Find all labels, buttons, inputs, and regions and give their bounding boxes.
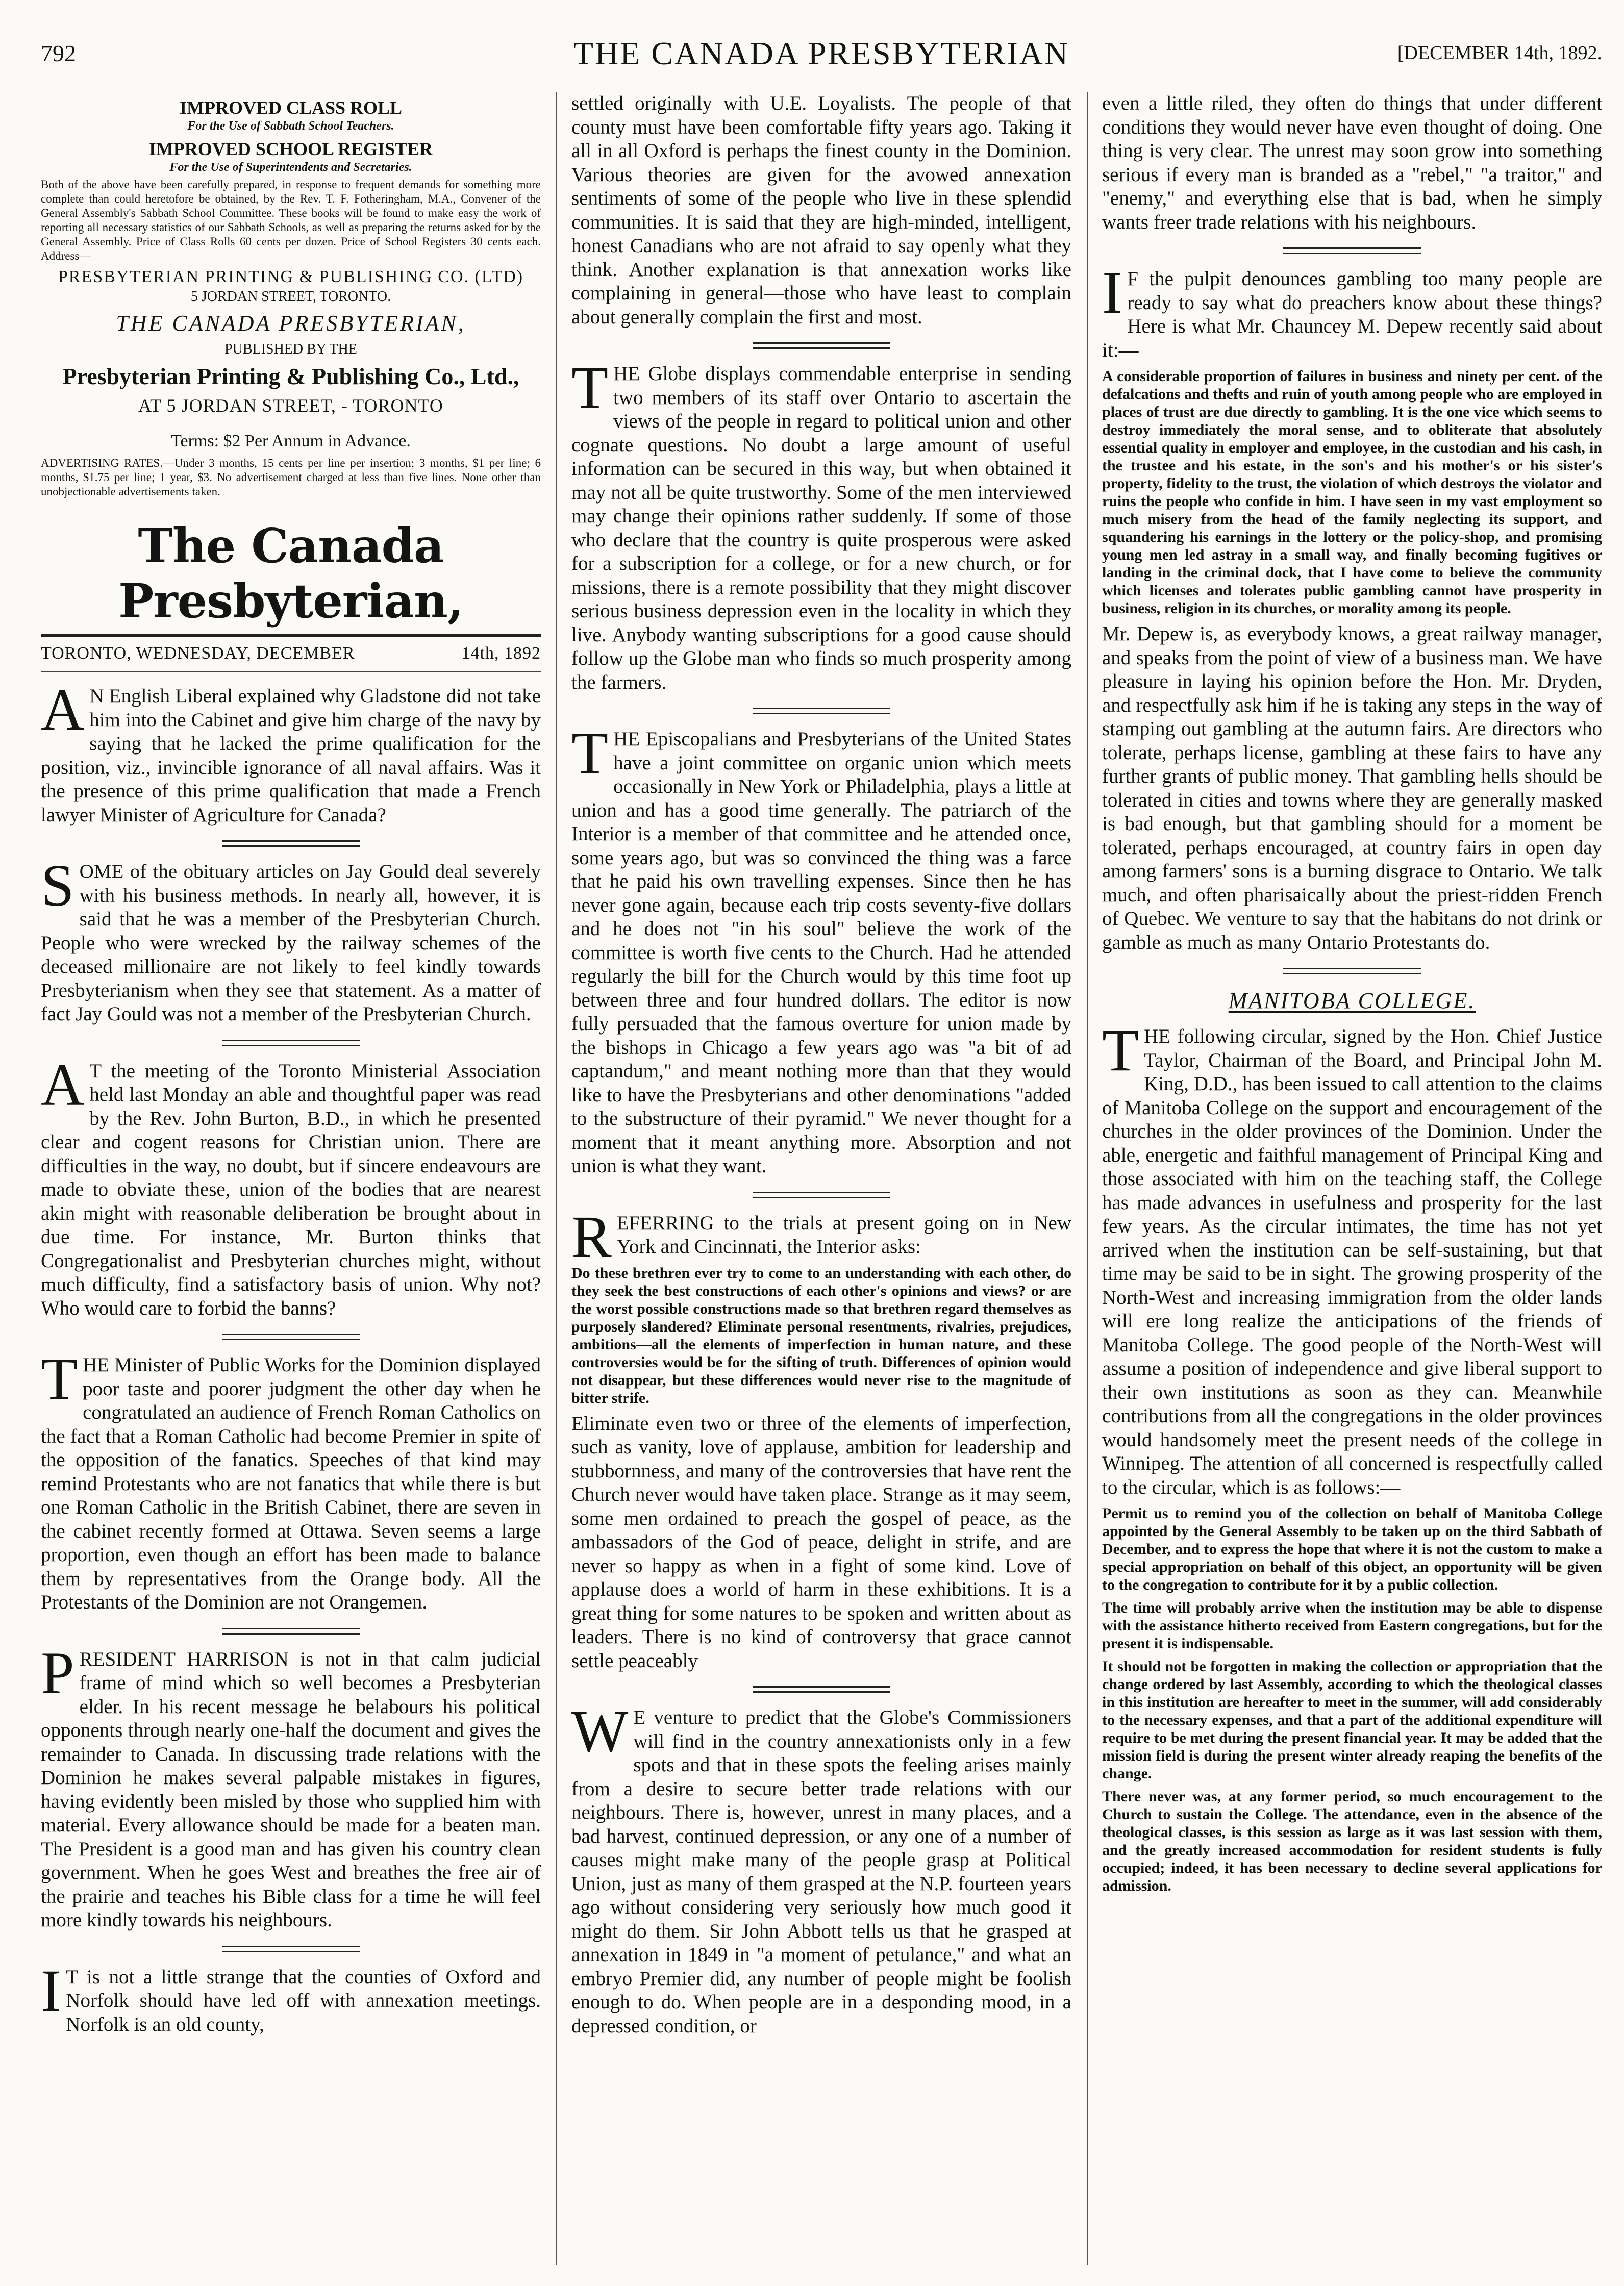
issue-date: [DECEMBER 14th, 1892. <box>1397 42 1602 64</box>
paper-masthead: The Canada Presbyterian, <box>118 518 463 629</box>
article-text: HE Globe displays commendable enterprise in sending two members of its staff over Ontario to ascertain the views of the people in regard to political union and other cognate questions. No doubt a large amount of useful information can be secured in this way, but when obtained it may not all be quite trustworthy. Some of the men interviewed may change their opinions rather suddenly. If some of those who declare that the country is quite prosperous were asked for a subscription for a college, or for a new church, or for missions, there is a remote possibility that they might discover serious business depression even in the locality in which they live. Anybody wanting subscriptions for a good cause should follow up the Globe man who finds so much prosperity among the farmers. <box>571 363 1071 693</box>
paper-title-italic: THE CANADA PRESBYTERIAN, <box>116 311 466 336</box>
article-text: F the pulpit denounces gambling too many people are ready to say what do preachers know about these things? Here is what Mr. Chauncey M. Depew recently said about it:— <box>1102 268 1602 361</box>
article-separator <box>1283 247 1421 254</box>
publisher-name: PRESBYTERIAN PRINTING & PUBLISHING CO. (LTD) <box>58 267 524 286</box>
article-separator <box>222 1040 360 1046</box>
article-gladstone <box>41 676 541 827</box>
drop-cap: R <box>571 1203 612 1270</box>
article-trials <box>571 1203 1071 1270</box>
column-divider <box>556 92 557 2265</box>
interior-quote: Do these brethren ever try to come to an understanding with each other, do they seek the best constructions of each other's opinions and views? or are the worst possible constructions made so that brethren regard themselves as purposely slandered? Eliminate personal resentments, rivalries, prejudices, ambitions—all the elements of imperfection in human nature, and these controversies would be for the sifting of truth. Differences of opinion would not disappear, but these differences would never rise to the magnitude of bitter strife. <box>571 1264 1071 1406</box>
article-trials-continued: Eliminate even two or three of the elements of imperfection, such as vanity, love of applause, ambition for leadership and stubbornness, and many of the controversies that have rent the Church never would have taken place. Strange as it may seem, some men ordained to preach the gospel of peace, as the ambassadors of the God of peace, delight in strife, and are never so happy as when in a fight of some kind. Love of applause does a world of harm in these exhibitions. It is a great thing for some natures to be spoken and written about as leaders. There is no kind of controversy that grace cannot settle peaceably <box>571 1412 1071 1672</box>
article-text: HE Minister of Public Works for the Dominion displayed poor taste and poorer judgment the other day when he congratulated an audience of French Roman Catholics on the fact that a Roman Catholic had become Premier in spite of the opposition of the fanatics. Speeches of that kind may remind Protestants who are not fanatics that while there is but one Roman Catholic in the British Cabinet, there are seven in the cabinet recently formed at Ottawa. Seven seems a large proportion, even though an effort has been made to balance them by representatives from the Orange body. All the Protestants of the Dominion are not Orangemen. <box>41 1354 541 1613</box>
article-separator <box>222 1946 360 1952</box>
article-text: OME of the obituary articles on Jay Gould deal severely with his business methods. In nearly all, however, it is said that he was a member of the Presbyterian Church. People who were wrecked by the railway schemes of the deceased millionaire are not likely to feel kindly towards Presbyterianism when they see that statement. As a matter of fact Jay Gould was not a member of the Presbyterian Church. <box>41 861 541 1025</box>
article-text: HE Episcopalians and Presbyterians of the United States have a joint committee on organic union which meets occasionally in New York or Philadelphia, plays a little at union and has a good time generally. The patriarch of the Interior is a member of that committee and he attended once, some years ago, but was so convinced the thing was a farce that he paid his own travelling expenses. Since then he has never gone again, because each trip costs seventy-five dollars and he does not "in his soul" believe the work of the committee is worth five cents to the Church. Had he attended regularly the bill for the Church would by this time foot up between three and four hundred dollars. The editor is now fully persuaded that the famous overture for union made by the bishops in Chicago a few years ago was "a bit of ad captandum," and meant nothing more than that they would like to have the Presbyterians and other denominations "added to the substructure of their pyramid." We never thought for a moment that it meant anything more. Absorption and not union is what they want. <box>571 728 1071 1177</box>
article-separator <box>1283 968 1421 974</box>
article-oxford-norfolk <box>41 1957 541 2037</box>
article-separator <box>222 1334 360 1340</box>
drop-cap: I <box>41 1957 61 2024</box>
dateline-left: TORONTO, WEDNESDAY, DECEMBER <box>41 644 355 663</box>
article-gambling <box>1102 259 1602 362</box>
article-text: HE following circular, signed by the Hon. Chief Justice Taylor, Chairman of the Board, and Principal John M. King, D.D., has been issued to call attention to the claims of Manitoba College on the support and encouragement of the churches in the older provinces of the Dominion. Under the able, energetic and faithful management of Principal King and those associated with him on the teaching staff, the College has made advances in usefulness and prosperity for the last few years. As the circular intimates, the time has not yet arrived when the institution can be self-sustaining, but that time may be said to be in sight. The growing prosperity of the North-West and increasing immigration from the older lands will ere long realize the anticipations of the friends of Manitoba College. The good people of the North-West will assume a position of independence and give liberal support to their own institutions as soon as they can. Meanwhile contributions from all the congregations in the older provinces would handsomely meet the present needs of the college in Winnipeg. The attention of all concerned is respectfully called to the circular, which is as follows:— <box>1102 1025 1602 1498</box>
article-separator <box>222 840 360 847</box>
drop-cap: A <box>41 1051 85 1118</box>
article-commissioners-continued: even a little riled, they often do things that under different conditions they would never have even thought of doing. One thing is very clear. The unrest may soon grow into something serious if every man is branded as a "rebel," "a traitor," and "enemy," and everything else that is bad, when he simply wants freer trade relations with his neighbours. <box>1102 92 1602 233</box>
advertising-rates: ADVERTISING RATES.—Under 3 months, 15 cents per line per insertion; 3 months, $1 per line; 6 months, $1.75 per line; 1 year, $3. No advertisement charged at less than five lines. None other than unobjectionable advertisements taken. <box>41 457 541 498</box>
drop-cap: T <box>571 719 609 786</box>
article-gambling-continued: Mr. Depew is, as everybody knows, a great railway manager, and speaks from the point of view of a business man. We have pleasure in laying his opinion before the Hon. Mr. Dryden, and respectfully ask him if he is taking any steps in the way of stamping out gambling at the autumn fairs. Are directors who tolerate, perhaps license, gambling at these fairs to have any further grants of public money. That gambling hells should be tolerated in cities and towns where they are generally masked is bad enough, but that gambling should for a moment be tolerated, perhaps encouraged, at country fairs in open day among farmers' sons is a burning disgrace to Ontario. We talk much, and often pharisaically about the priest-ridden French of Quebec. We venture to say that the habitans do not drink or gamble as much as many Ontario Protestants do. <box>1102 623 1602 953</box>
dateline-right: 14th, 1892 <box>461 644 541 663</box>
circular-paragraph: There never was, at any former period, so much encouragement to the Church to sustain the College. The attendance, even in the absence of the theological classes, is this session as large as it was last session with them, and the greatly increased accommodation for resident students is fully occupied; indeed, it has been necessary to decline several applications for admission. <box>1102 1788 1602 1894</box>
published-by: PUBLISHED BY THE <box>224 341 357 357</box>
register-title: IMPROVED SCHOOL REGISTER <box>148 139 433 159</box>
drop-cap: T <box>571 354 609 421</box>
article-public-works <box>41 1345 541 1615</box>
drop-cap: T <box>41 1345 78 1412</box>
drop-cap: I <box>1102 259 1122 326</box>
dateline-rule <box>41 671 541 672</box>
class-roll-title: IMPROVED CLASS ROLL <box>179 97 403 118</box>
printing-company: Presbyterian Printing & Publishing Co., Ltd., <box>62 363 519 389</box>
column-2 <box>571 92 1071 2265</box>
column-divider <box>1087 92 1088 2265</box>
article-text: E venture to predict that the Globe's Commissioners will find in the country annexationists only in a few spots and that in these spots the feeling arises mainly from a desire to secure better trade relations with our neighbours. There is, however, unrest in many places, and a bad harvest, continued depression, or any one of a number of causes might make many of the people grasp at Political Union, just as many of them grasped at the N.P. fourteen years ago without considering very seriously how much good it might do them. Sir John Abbott tells us that he grasped at annexation in 1849 in "a moment of petulance," and what an embryo Premier did, any number of people might be foolish enough to do. When people are in a desponding mood, in a depressed condition, or <box>571 1706 1071 2037</box>
article-globe-enterprise <box>571 354 1071 694</box>
running-title: THE CANADA PRESBYTERIAN <box>573 35 1070 71</box>
drop-cap: W <box>571 1698 629 1765</box>
drop-cap: P <box>41 1639 74 1706</box>
article-harrison <box>41 1639 541 1932</box>
article-ministerial-association <box>41 1051 541 1321</box>
article-separator <box>753 1686 890 1693</box>
drop-cap: A <box>41 676 85 743</box>
article-separator <box>222 1628 360 1635</box>
circular-paragraph: Permit us to remind you of the collection on behalf of Manitoba College appointed by the General Assembly to be taken up on the third Sabbath of December, and to express the hope that where it is not the custom to make a special appropriation on behalf of this object, an opportunity will be given to the congregation to contribute for it by a public collection. <box>1102 1505 1602 1593</box>
drop-cap: T <box>1102 1017 1139 1084</box>
company-address: AT 5 JORDAN STREET, - TORONTO <box>138 395 443 416</box>
article-oxford-continued: settled originally with U.E. Loyalists. The people of that county must have been comfortable fifty years ago. Taking it all in all Oxford is perhaps the finest county in the Dominion. Various theories are given for the avowed annexation sentiments of some of the people who live in these splendid communities. It is said that they are high-minded, intelligent, honest Canadians who are not afraid to say openly what they think. Another explanation is that annexation works like complaining in general—those who have least to complain about generally complain the first and most. <box>571 92 1071 328</box>
circular-paragraph: It should not be forgotten in making the collection or appropriation that the change ordered by last Assembly, according to which the theological classes in this institution are hereafter to meet in the summer, will add considerably to the necessary expenses, and that a part of the additional expenditure will require to be met during the present financial year. It may be added that the mission field is during the present winter already reaping the benefits of the change. <box>1102 1658 1602 1782</box>
circular-paragraph: The time will probably arrive when the institution may be able to dispense with the assistance hitherto received from Eastern congregations, but for the present it is indispensable. <box>1102 1599 1602 1652</box>
article-text: N English Liberal explained why Gladstone did not take him into the Cabinet and give him charge of the navy by saying that he lacked the prime qualification for the position, viz., invincible ignorance of all naval affairs. Was it the presence of this prime qualification that made a French lawyer Minister of Agriculture for Canada? <box>41 685 541 826</box>
depew-quote: A considerable proportion of failures in business and ninety per cent. of the defalcations and thefts and ruin of youth among people who are employed in places of trust are due directly to gambling. It is the one vice which seems to destroy immediately the moral sense, and to obliterate that absolutely essential quality in employer and employee, in the custodian and his cash, in the trustee and his estate, in the son's and his mother's or his sister's property, fidelity to the trust, the violation of which destroys the violator and ruins the people who confide in him. I have seen in my vast employment so much misery from the head of the family neglecting its support, and squandering his earnings in the lottery or the policy-shop, and promising young men led astray in a small way, and finally becoming fugitives or landing in the criminal dock, that I have come to believe the community which licenses and tolerates public gambling cannot have prosperity in business, religion in its churches, or morality among its people. <box>1102 368 1602 617</box>
article-text: RESIDENT HARRISON is not in that calm judicial frame of mind which so well becomes a Presbyterian elder. In his recent message he belabours his political opponents through nearly one-half the document and gives the remainder to Canada. In discussing trade relations with the Dominion he makes several palpable mistakes in figures, having evidently been misled by those who supplied him with material. Every allowance should be made for a beaten man. The President is a good man and has given his country clean government. When he goes West and breathes the free air of the prairie and teaches his Bible class for a time he will feel more kindly towards his neighbours. <box>41 1648 541 1931</box>
manitoba-college-heading: MANITOBA COLLEGE. <box>1228 988 1476 1013</box>
article-text: T is not a little strange that the counties of Oxford and Norfolk should have led off with annexation meetings. Norfolk is an old county, <box>66 1966 541 2036</box>
drop-cap: S <box>41 852 74 919</box>
article-globe-commissioners <box>571 1698 1071 2038</box>
page-header <box>41 31 1602 77</box>
article-text: EFERRING to the trials at present going on in New York and Cincinnati, the Interior asks: <box>616 1212 1071 1258</box>
article-separator <box>753 1192 890 1198</box>
publisher-address: 5 JORDAN STREET, TORONTO. <box>190 289 391 305</box>
article-manitoba-college <box>1102 1017 1602 1499</box>
subscription-terms: Terms: $2 Per Annum in Advance. <box>171 432 411 450</box>
dateline <box>41 644 541 663</box>
register-description: Both of the above have been carefully prepared, in response to frequent demands for something more complete than could heretofore be obtained, by the Rev. T. F. Fotheringham, M.A., Convener of the General Assembly's Sabbath School Committee. These books will be found to make easy the work of reporting all necessary statistics of our Sabbath Schools, as well as preparing the returns asked for by the General Assembly. Price of Class Rolls 60 cents per dozen. Price of School Registers 30 cents each. Address— <box>41 178 541 262</box>
article-episcopalians <box>571 719 1071 1178</box>
article-separator <box>753 342 890 349</box>
class-roll-subtitle: For the Use of Sabbath School Teachers. <box>187 119 394 133</box>
register-subtitle: For the Use of Superintendents and Secretaries. <box>169 161 412 174</box>
article-separator <box>753 708 890 714</box>
article-text: T the meeting of the Toronto Ministerial Association held last Monday an able and thoughtful paper was read by the Rev. John Burton, B.D., in which he presented clear and cogent reasons for Christian union. There are difficulties in the way, no doubt, but if sincere endeavours are made to obviate these, union of the bodies that are nearest akin might with reasonable deliberation be brought about in due time. For instance, Mr. Burton thinks that Congregationalist and Presbyterian churches might, without much difficulty, find a satisfactory basis of union. Why not? Who would care to forbid the banns? <box>41 1060 541 1319</box>
column-1 <box>41 92 541 2265</box>
masthead-rule <box>41 634 541 637</box>
column-3 <box>1102 92 1602 2265</box>
article-jay-gould <box>41 852 541 1026</box>
page-number: 792 <box>41 40 76 66</box>
